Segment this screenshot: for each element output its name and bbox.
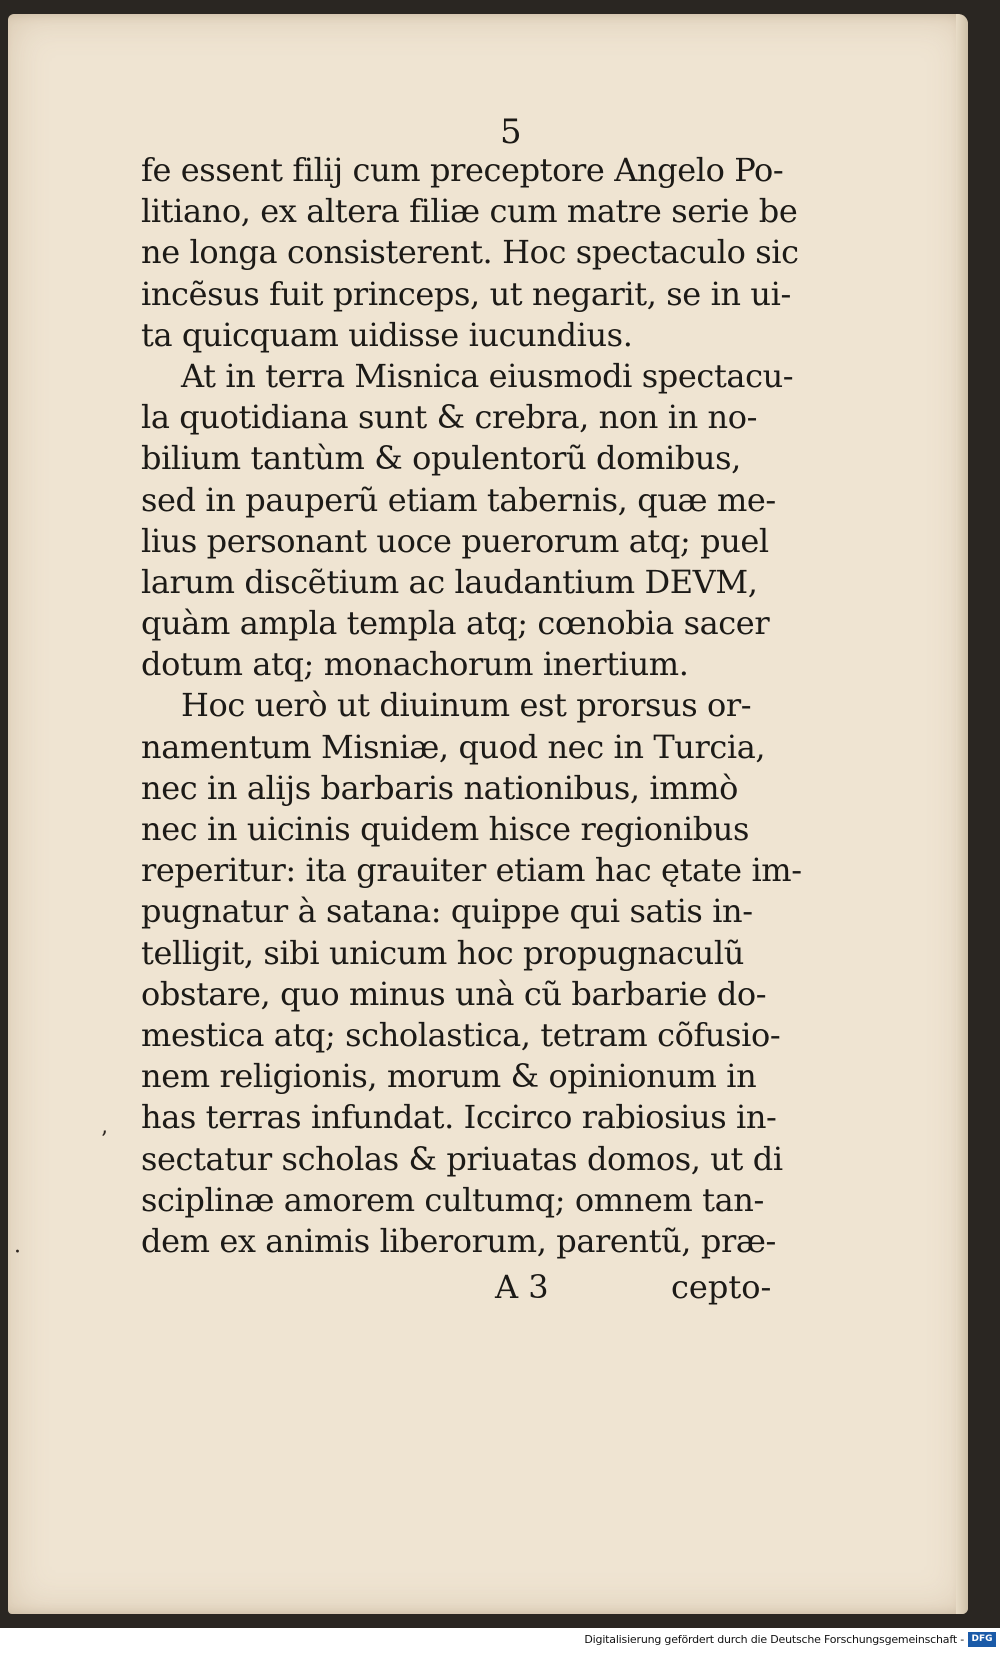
text-line: sectatur scholas & priuatas domos, ut di [141, 1139, 783, 1178]
text-line: nec in uicinis quidem hisce regionibus [141, 810, 750, 848]
text-line: sciplinæ amorem cultumq; omnem tan- [141, 1180, 764, 1219]
text-line: lius personant uoce puerorum atq; puel [141, 521, 769, 560]
text-line: has terras infundat. Iccirco rabiosius in- [141, 1098, 777, 1137]
text-line: litiano, ex altera filiæ cum matre serie be [141, 192, 798, 231]
text-line: ta quicquam uidisse iucundius. [141, 315, 633, 354]
text-line: dem ex animis liberorum, parentũ, præ- [141, 1221, 776, 1260]
text-line: mestica atq; scholastica, tetram cõfusio- [141, 1015, 781, 1054]
page-footer-line [141, 1268, 791, 1308]
text-line: fe essent filij cum preceptore Angelo Po- [141, 151, 784, 189]
text-line: larum discẽtium ac laudantium DEVM, [141, 562, 758, 601]
text-line: ne longa consisterent. Hoc spectaculo sic [141, 233, 799, 272]
text-line: nem religionis, morum & opinionum in [141, 1057, 757, 1096]
text-line: dotum atq; monachorum inertium. [141, 645, 689, 684]
page-edge [956, 14, 968, 1614]
text-line: reperitur: ita grauiter etiam hac ętate im- [141, 851, 802, 890]
text-line: telligit, sibi unicum hoc propugnaculũ [141, 933, 744, 972]
digitization-note: Digitalisierung gefördert durch die Deutsche Forschungsgemeinschaft - [584, 1633, 964, 1646]
text-line: quàm ampla templa atq; cœnobia sacer [141, 604, 770, 643]
catchword: cepto- [671, 1268, 772, 1306]
text-line: At in terra Misnica eiusmodi spectacu- [181, 356, 794, 395]
body-text [141, 150, 802, 1262]
margin-mark: ʼ [100, 1128, 107, 1153]
dfg-logo-icon: DFG [968, 1632, 996, 1647]
text-line: incẽsus fuit princeps, ut negarit, se in ui- [141, 274, 791, 313]
digitization-footer [0, 1628, 1000, 1653]
page-number: 5 [500, 112, 522, 152]
text-line: bilium tantùm & opulentorũ domibus, [141, 439, 741, 478]
signature-mark: A 3 [495, 1268, 549, 1306]
text-line: sed in pauperũ etiam tabernis, quæ me- [141, 480, 776, 519]
text-line: la quotidiana sunt & crebra, non in no- [141, 398, 758, 437]
text-line: obstare, quo minus unà cũ barbarie do- [141, 974, 767, 1013]
text-line: nec in alijs barbaris nationibus, immò [141, 768, 739, 807]
text-line: Hoc uerò ut diuinum est prorsus or- [181, 686, 752, 725]
text-line: pugnatur à satana: quippe qui satis in- [141, 892, 753, 931]
margin-mark: · [14, 1240, 21, 1265]
text-line: namentum Misniæ, quod nec in Turcia, [141, 727, 766, 766]
